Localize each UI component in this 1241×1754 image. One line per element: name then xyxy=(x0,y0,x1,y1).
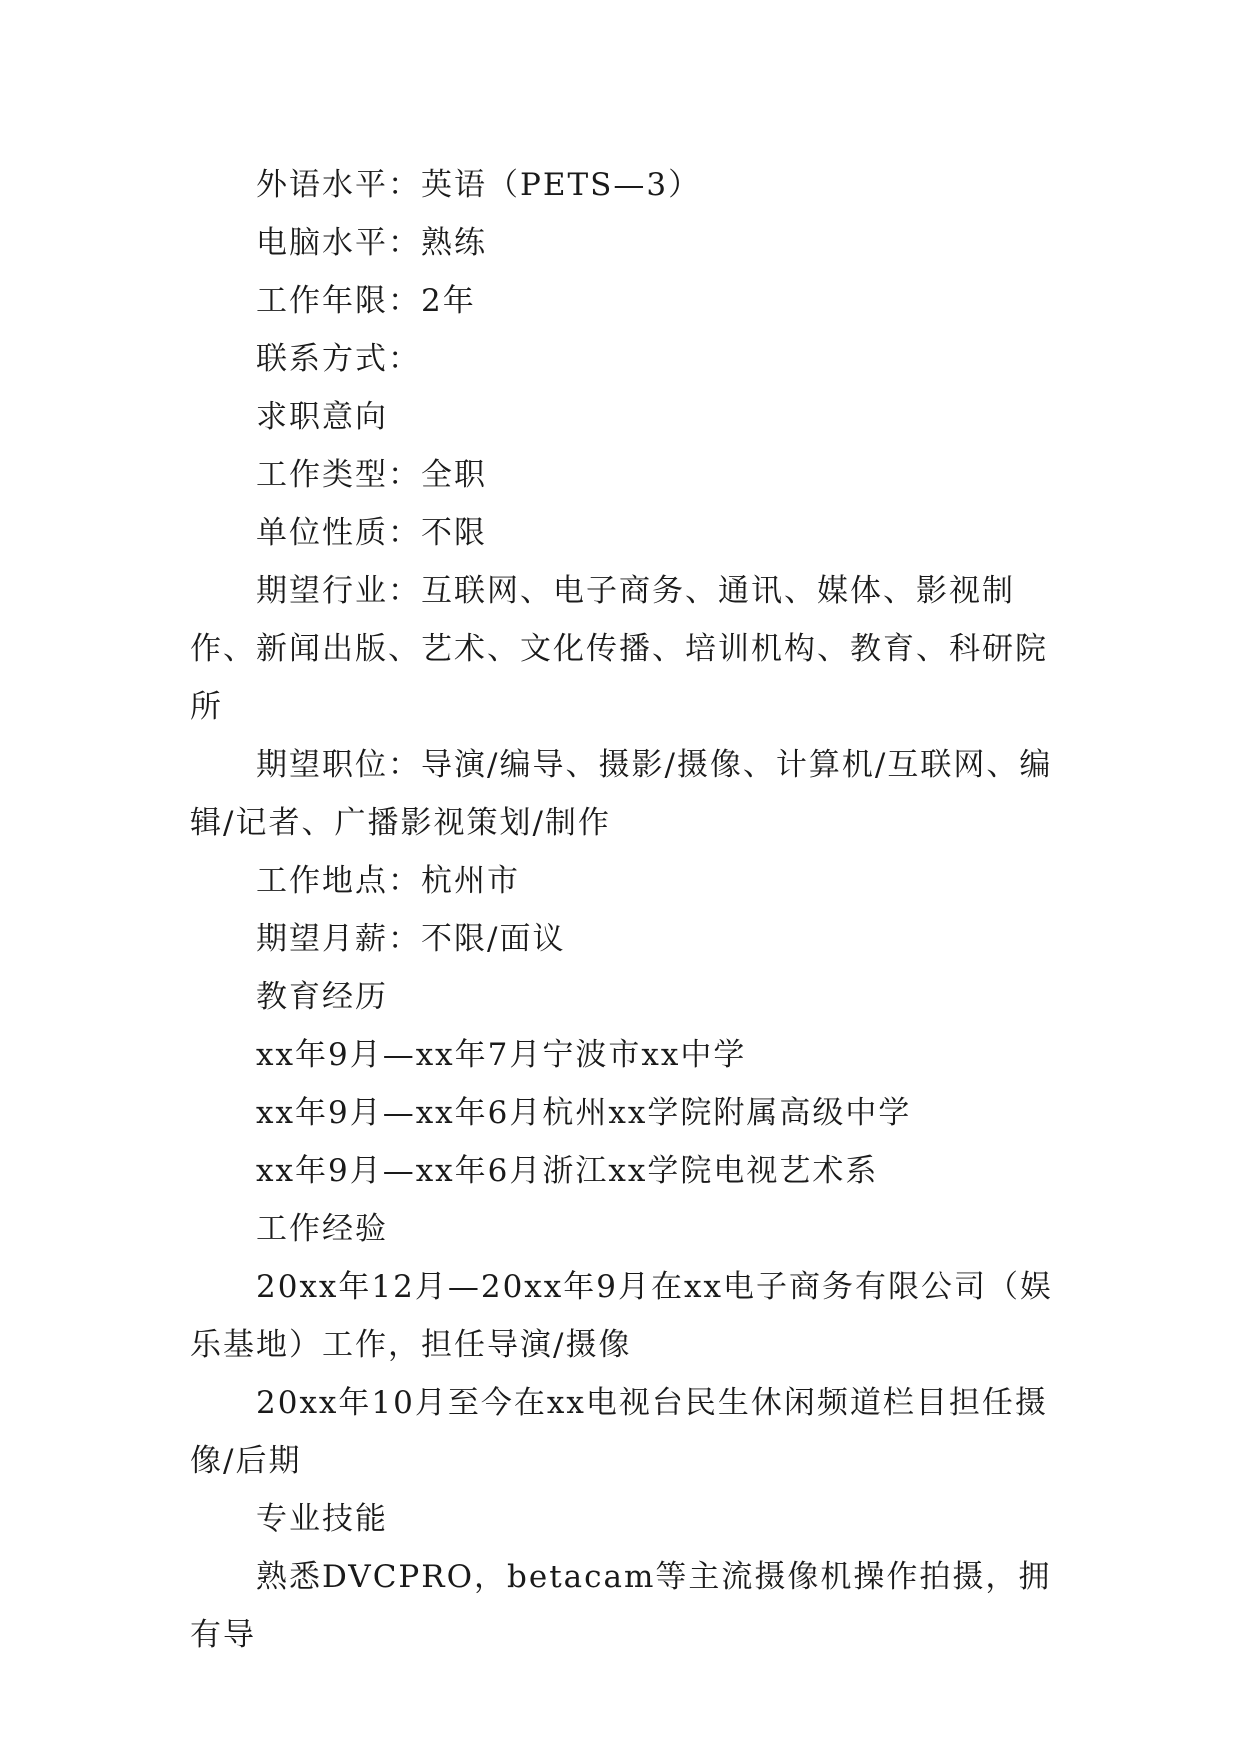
document-body xyxy=(190,156,1062,1664)
unit-nature-line: 单位性质：不限 xyxy=(256,515,487,551)
education-item: xx年9月—xx年6月浙江xx学院电视艺术系 xyxy=(256,1153,879,1189)
job-type-line: 工作类型：全职 xyxy=(256,457,487,493)
skills-paragraph: 熟悉DVCPRO，betacam等主流摄像机操作拍摄，拥有导 xyxy=(190,1559,1052,1653)
education-heading: 教育经历 xyxy=(256,979,388,1015)
education-item: xx年9月—xx年7月宁波市xx中学 xyxy=(256,1037,747,1073)
work-experience-item: 20xx年10月至今在xx电视台民生休闲频道栏目担任摄像/后期 xyxy=(190,1385,1048,1479)
contact-line: 联系方式： xyxy=(256,341,421,377)
expected-position-paragraph: 期望职位：导演/编导、摄影/摄像、计算机/互联网、编辑/记者、广播影视策划/制作 xyxy=(190,747,1053,841)
job-intention-heading: 求职意向 xyxy=(256,399,388,435)
work-location-line: 工作地点：杭州市 xyxy=(256,863,520,899)
education-item: xx年9月—xx年6月杭州xx学院附属高级中学 xyxy=(256,1095,912,1131)
work-years-line: 工作年限：2年 xyxy=(256,283,476,319)
work-experience-item: 20xx年12月—20xx年9月在xx电子商务有限公司（娱乐基地）工作，担任导演/摄像 xyxy=(190,1269,1053,1363)
expected-industry-paragraph: 期望行业：互联网、电子商务、通讯、媒体、影视制作、新闻出版、艺术、文化传播、培训机构、教育、科研院所 xyxy=(190,573,1048,725)
expected-salary-line: 期望月薪：不限/面议 xyxy=(256,921,566,957)
foreign-language-line: 外语水平：英语（PETS—3） xyxy=(256,167,702,203)
computer-skill-line: 电脑水平：熟练 xyxy=(256,225,487,261)
skills-heading: 专业技能 xyxy=(256,1501,388,1537)
work-experience-heading: 工作经验 xyxy=(256,1211,388,1247)
